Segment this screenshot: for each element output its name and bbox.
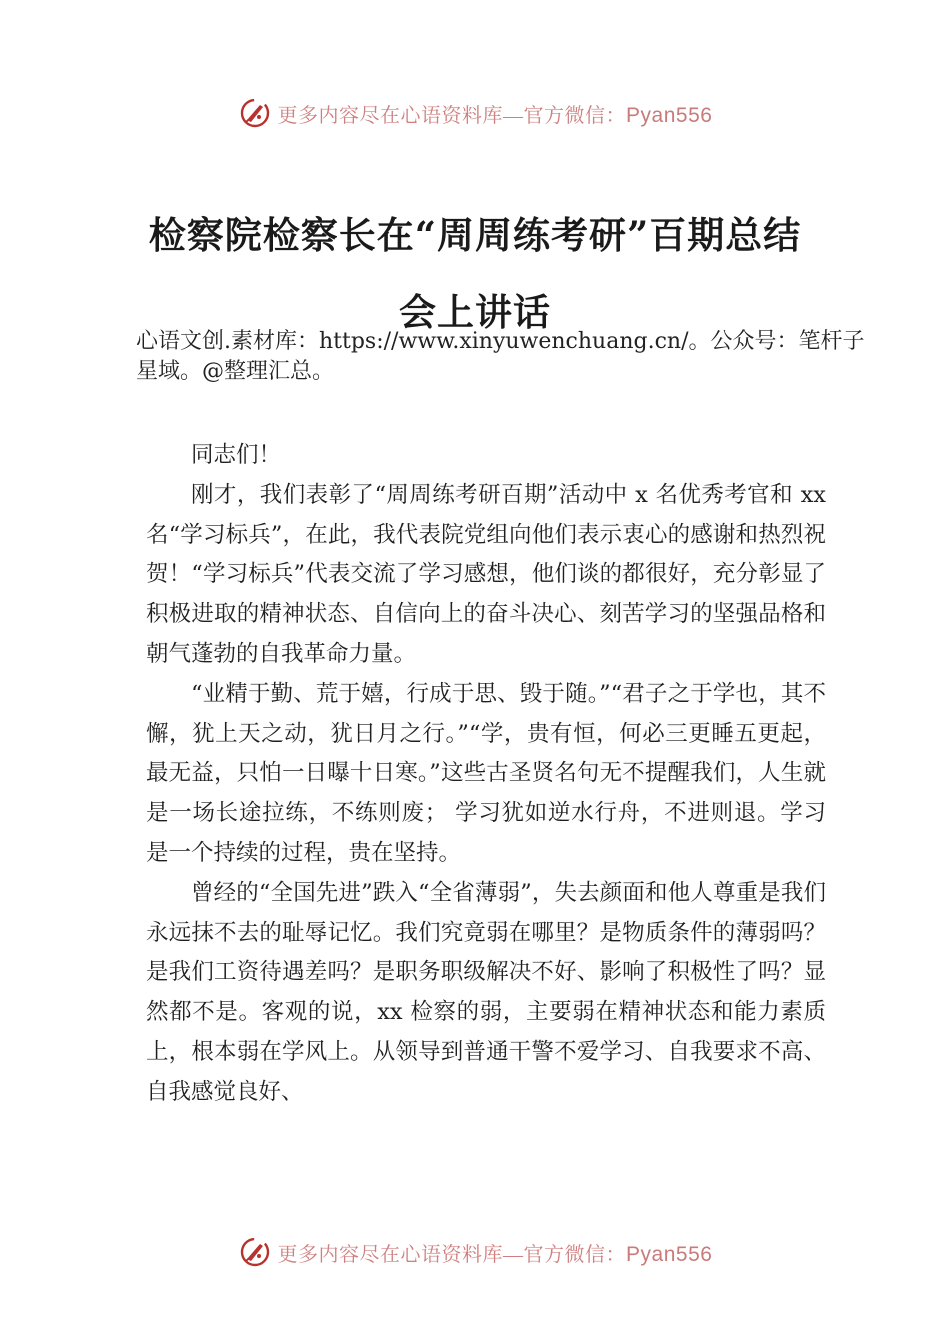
header-banner-text [278,99,713,128]
footer-wechat-id: Pyan556 [626,1242,713,1266]
header-banner [0,93,950,133]
paragraph-2: “业精于勤、荒于嬉，行成于思、毁于随。”“君子之于学也，其不懈，犹上天之动，犹日月之行。”“学，贵有恒，何必三更睡五更起，最无益，只怕一日曝十日寒。”这些古圣贤名句无不提醒我们，人生就是一场长途拉练，不练则废； 学习犹如逆水行舟，不进则退。学习是一个持续的过程，贵在坚持。 [146,680,826,866]
document-body [146,436,826,1113]
footer-banner-content [238,1235,713,1269]
footer-banner-text [278,1238,713,1267]
paragraph-1: 刚才，我们表彰了“周周练考研百期”活动中 x 名优秀考官和 xx 名“学习标兵”，在此，我代表院党组向他们表示衷心的感谢和热烈祝贺！“学习标兵”代表交流了学习感想，他们谈的都很好，充分彰显了积极进取的精神状态、自信向上的奋斗决心、刻苦学习的坚强品格和朝气蓬勃的自我革命力量。 [146,481,826,667]
source-note: 心语文创.素材库：https://www.xinyuwenchuang.cn/。公众号：笔杆子星域。@整理汇总。 [136,329,865,384]
header-wechat-id: Pyan556 [626,103,713,127]
brush-seal-icon [238,1235,272,1269]
footer-banner-label: 更多内容尽在心语资料库—官方微信： [277,1243,627,1266]
brush-seal-icon [238,96,272,130]
paragraph-3: 曾经的“全国先进”跌入“全省薄弱”，失去颜面和他人尊重是我们永远抹不去的耻辱记忆。我们究竟弱在哪里？是物质条件的薄弱吗？是我们工资待遇差吗？是职务职级解决不好、影响了积极性了吗？显然都不是。客观的说，xx 检察的弱，主要弱在精神状态和能力素质上，根本弱在学风上。从领导到普通干警不爱学习、自我要求不高、自我感觉良好、 [146,879,826,1105]
header-banner-content [238,96,713,130]
paragraph-greeting: 同志们！ [191,442,282,468]
document-title-line2: 会上讲话 [399,290,551,334]
footer-banner [0,1232,950,1272]
document-title-line1: 检察院检察长在“周周练考研”百期总结 [148,213,802,257]
header-banner-label: 更多内容尽在心语资料库—官方微信： [277,104,627,127]
